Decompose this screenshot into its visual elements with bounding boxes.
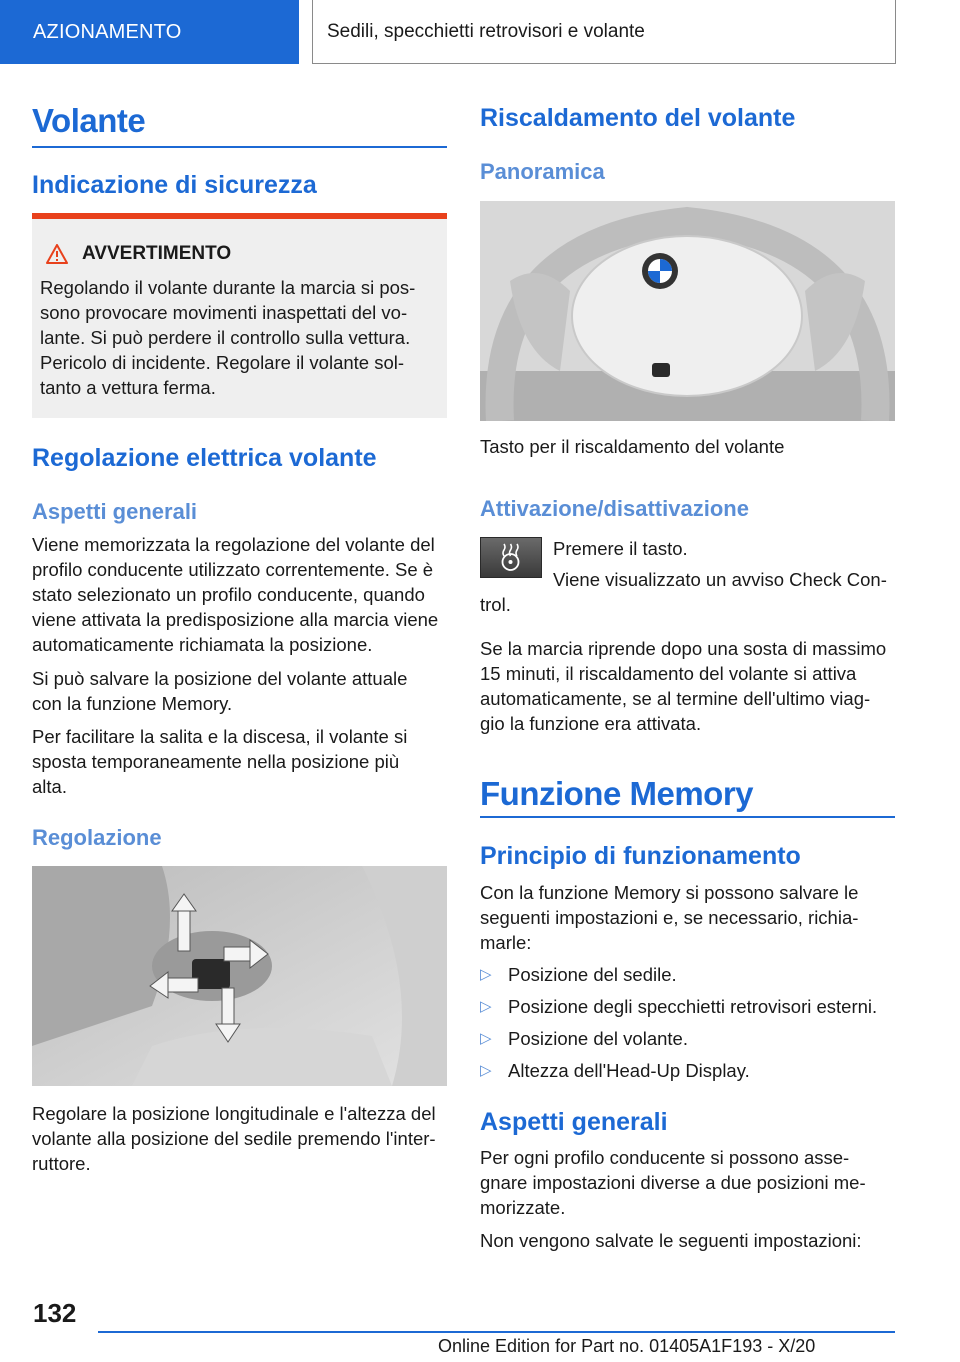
principle-heading: Principio di funzionamento [480, 842, 801, 870]
adjust-caption: Regolare la posizione longitudinale e l'altezza del volante alla posizione del sedile premendo l'inter- ruttore. [32, 1103, 436, 1174]
chapter-label: Sedili, specchietti retrovisori e volante [327, 20, 645, 42]
activation-heading: Attivazione/disattivazione [480, 496, 749, 521]
section-tab [0, 0, 299, 64]
heated-steering-button-icon [480, 537, 542, 578]
steering-wheel-photo [480, 201, 895, 421]
press-button-text: Premere il tasto. [553, 538, 688, 559]
warning-label: AVVERTIMENTO [82, 243, 232, 264]
general-right-paragraph-1: Per ogni profilo conducente si possono asse- gnare impostazioni diverse a due posizioni me- morizzate. [480, 1147, 866, 1218]
general-paragraph-1: Viene memorizzata la regolazione del volante del profilo conducente utilizzato correntemente. Se è stato selezionato un profilo conducente, quando viene attivata la predisposizione alla marcia viene automaticamente richiamata la posizione. [32, 534, 439, 655]
warning-box [32, 213, 447, 418]
overview-heading: Panoramica [480, 159, 605, 184]
safety-heading: Indicazione di sicurezza [32, 171, 317, 199]
adjust-switch-photo [32, 866, 447, 1086]
chapter-tab [312, 0, 896, 64]
steering-photo-caption: Tasto per il riscaldamento del volante [480, 436, 785, 457]
principle-paragraph: Con la funzione Memory si possono salvare le seguenti impostazioni e, se necessario, richia- marle: [480, 882, 859, 953]
title-rule [32, 146, 447, 148]
bullet-triangle-icon: ▷ [480, 998, 492, 1015]
heating-heading: Riscaldamento del volante [480, 104, 796, 132]
edition-footer: Online Edition for Part no. 01405A1F193 - X/20 [438, 1336, 816, 1356]
section-label: AZIONAMENTO [33, 20, 182, 43]
page-number: 132 [33, 1298, 77, 1328]
adjust-heading: Regolazione [32, 825, 162, 850]
general-paragraph-3: Per facilitare la salita e la discesa, il volante si sposta temporaneamente nella posizione più alta. [32, 726, 408, 797]
memory-title: Funzione Memory [480, 775, 754, 812]
general-heading-left: Aspetti generali [32, 499, 198, 524]
general-heading-right: Aspetti generali [480, 1108, 668, 1136]
general-right-paragraph-2: Non vengono salvate le seguenti impostazioni: [480, 1230, 862, 1251]
resume-paragraph: Se la marcia riprende dopo una sosta di massimo 15 minuti, il riscaldamento del volante si attiva automaticamente, se al termine dell'ultimo viag- gio la funzione era attivata. [480, 638, 887, 734]
warning-icon [46, 244, 68, 264]
memory-rule [480, 816, 895, 818]
bullet-triangle-icon: ▷ [480, 1030, 492, 1047]
warning-header [46, 243, 231, 265]
bullet-triangle-icon: ▷ [480, 966, 492, 983]
bullet-triangle-icon: ▷ [480, 1062, 492, 1079]
warning-text: Regolando il volante durante la marcia si pos- sono provocare movimenti inaspettati del vo- lante. Si può perdere il controllo sulla vettura. Pericolo di incidente. Regolare il volante sol- tanto a vettura ferma. [40, 277, 416, 398]
check-control-text-1: Viene visualizzato un avviso Check Con- [553, 569, 887, 590]
electric-adjust-heading: Regolazione elettrica volante [32, 444, 377, 472]
general-paragraph-2: Si può salvare la posizione del volante attuale con la funzione Memory. [32, 668, 408, 714]
check-control-text-2: trol. [480, 594, 511, 615]
footer-rule [98, 1331, 895, 1333]
page-title: Volante [32, 102, 146, 139]
